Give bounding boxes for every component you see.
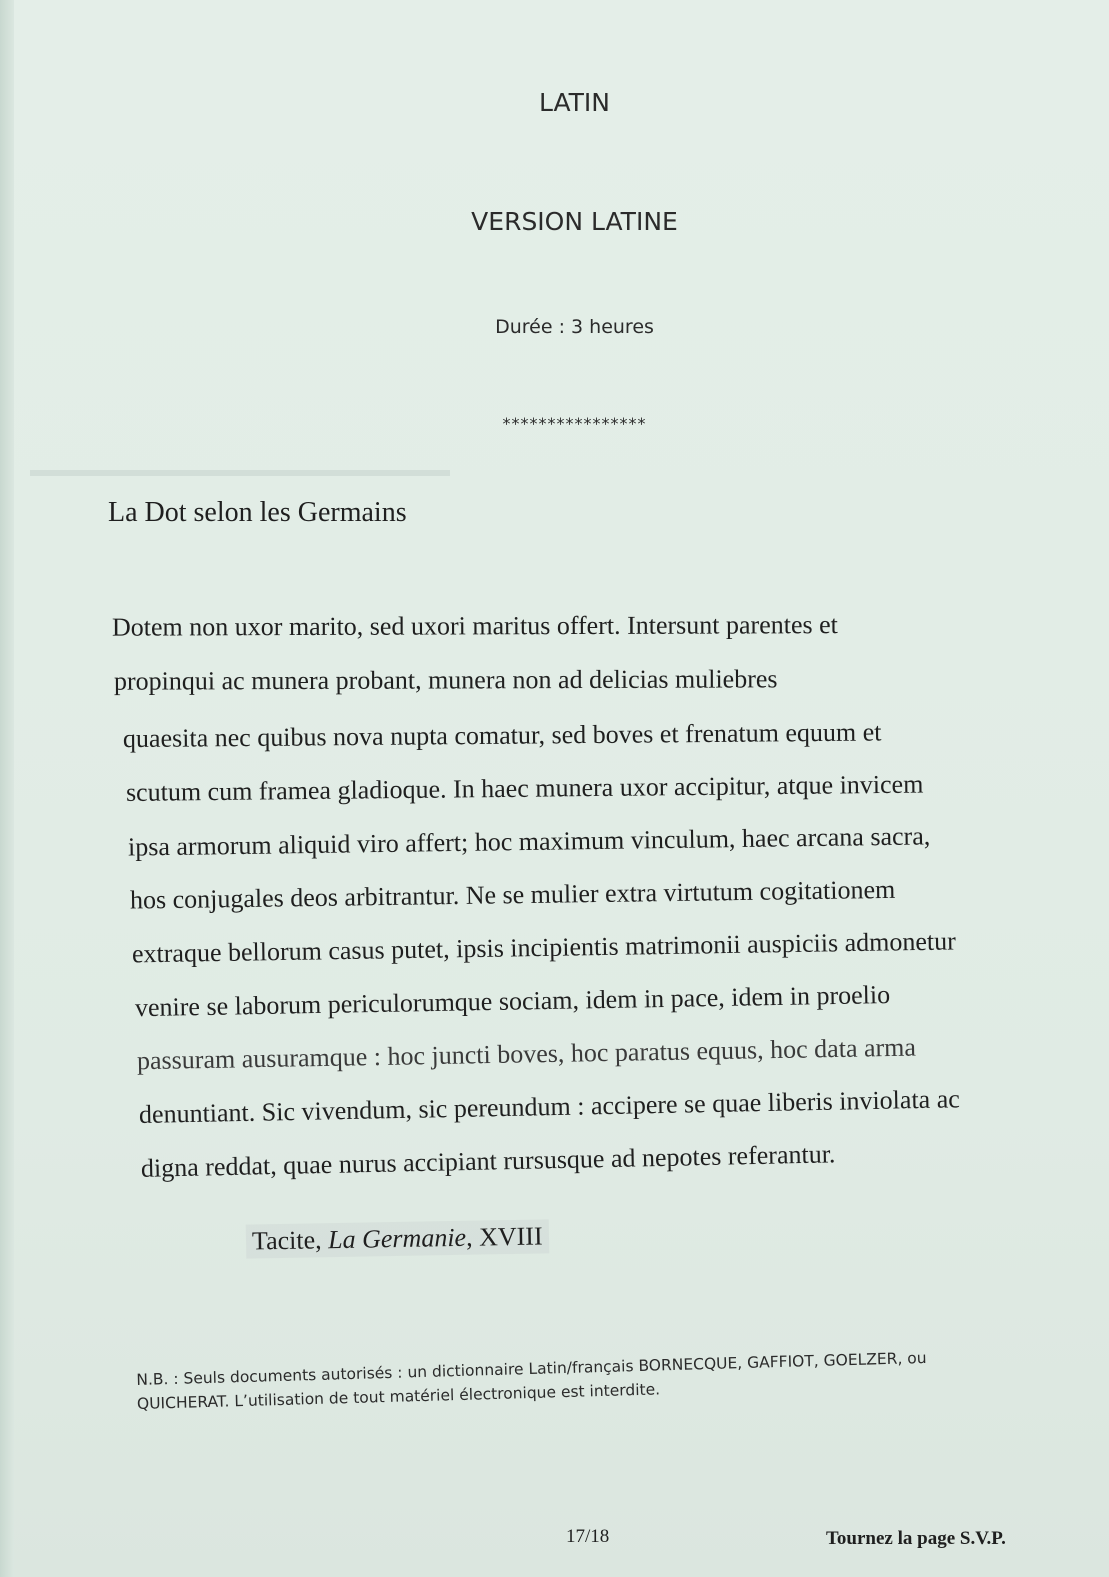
passage-title: La Dot selon les Germains	[108, 497, 407, 528]
separator-asterisks: ****************	[502, 414, 647, 433]
passage-line: digna reddat, quae nurus accipiant rursusque ad nepotes referantur.	[140, 1139, 836, 1183]
passage-line: ipsa armorum aliquid viro affert; hoc maximum vinculum, haec arcana sacra,	[127, 821, 931, 862]
nb-note-line: QUICHERAT. L’utilisation de tout matériel électronique est interdite.	[136, 1380, 661, 1413]
source-author: Tacite,	[251, 1225, 329, 1256]
exam-type-title: VERSION LATINE	[471, 207, 678, 236]
turn-page-notice: Tournez la page S.V.P.	[826, 1528, 1006, 1549]
passage-line: hos conjugales deos arbitrantur. Ne se mulier extra virtutum cogitationem	[129, 874, 896, 915]
source-work: La Germanie	[327, 1222, 467, 1255]
page-number: 17/18	[566, 1526, 610, 1547]
passage-line: extraque bellorum casus putet, ipsis incipientis matrimonii auspiciis admonetur	[131, 926, 957, 969]
nb-note-line: N.B. : Seuls documents autorisés : un dictionnaire Latin/français BORNECQUE, GAFFIOT, GOELZER, ou	[136, 1348, 927, 1389]
passage-line: denuntiant. Sic vivendum, sic pereundum : accipere se quae liberis inviolata ac	[138, 1084, 961, 1130]
passage-line: venire se laborum periculorumque sociam, idem in pace, idem in proelio	[134, 980, 891, 1023]
scan-artifact-line	[30, 470, 450, 476]
passage-line: scutum cum framea gladioque. In haec munera uxor accipitur, atque invicem	[125, 769, 924, 807]
source-reference: , XVIII	[465, 1221, 543, 1252]
nb-note	[136, 1343, 1037, 1416]
passage-line: passuram ausuramque : hoc juncti boves, hoc paratus equus, hoc data arma	[136, 1032, 917, 1076]
passage-source	[246, 1219, 549, 1258]
passage-line: propinqui ac munera probant, munera non ad delicias muliebres	[113, 664, 778, 696]
passage-line: quaesita nec quibus nova nupta comatur, sed boves et frenatum equum et	[122, 717, 882, 754]
latin-passage	[111, 604, 1052, 1183]
paper-edge-shadow	[0, 0, 14, 1577]
passage-line: Dotem non uxor marito, sed uxori maritus offert. Intersunt parentes et	[111, 610, 838, 642]
subject-title: LATIN	[538, 88, 610, 117]
exam-duration: Durée : 3 heures	[495, 316, 654, 338]
